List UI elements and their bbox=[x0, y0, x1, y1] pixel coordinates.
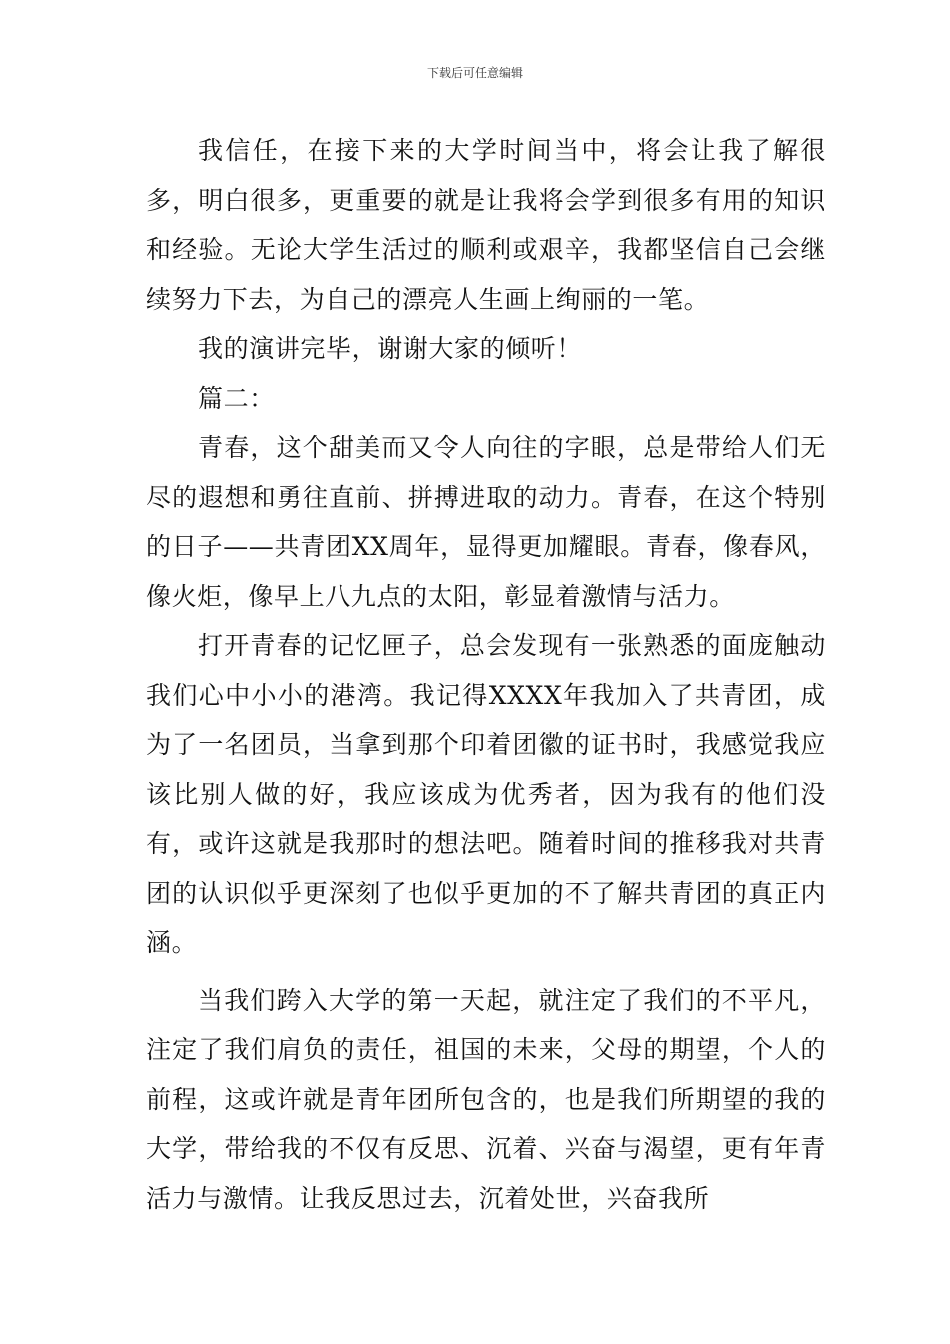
document-body bbox=[146, 126, 826, 1223]
paragraph-speech-end: 我的演讲完毕，谢谢大家的倾听！ bbox=[198, 334, 583, 363]
paragraph-youth-memory: 打开青春的记忆匣子，总会发现有一张熟悉的面庞触动我们心中小小的港湾。我记得XXXX年我加入了共青团，成为了一名团员，当拿到那个印着团徽的证书时，我感觉我应该比别人做的好，我应该成为优秀者，因为我有的他们没有，或许这就是我那时的想法吧。随着时间的推移我对共青团的认识似乎更深刻了也似乎更加的不了解共青团的真正内涵。 bbox=[146, 631, 826, 957]
paragraph-university: 当我们跨入大学的第一天起，就注定了我们的不平凡，注定了我们肩负的责任，祖国的未来，父母的期望，个人的前程，这或许就是青年团所包含的，也是我们所期望的我的大学，带给我的不仅有反思、沉着、兴奋与渴望，更有年青活力与激情。让我反思过去，沉着处世，兴奋我所 bbox=[146, 985, 826, 1213]
paragraph-youth-intro: 青春，这个甜美而又令人向往的字眼，总是带给人们无尽的遐想和勇往直前、拼搏进取的动力。青春，在这个特别的日子——共青团XX周年，显得更加耀眼。青春，像春风，像火炬，像早上八九点的太阳，彰显着激情与活力。 bbox=[146, 433, 826, 611]
page-header: 下载后可任意编辑 bbox=[426, 66, 523, 80]
paragraph-closing-belief: 我信任，在接下来的大学时间当中，将会让我了解很多，明白很多，更重要的就是让我将会学到很多有用的知识和经验。无论大学生活过的顺利或艰辛，我都坚信自己会继续努力下去，为自己的漂亮人生画上绚丽的一笔。 bbox=[146, 136, 826, 314]
section-heading: 篇二： bbox=[198, 383, 275, 413]
